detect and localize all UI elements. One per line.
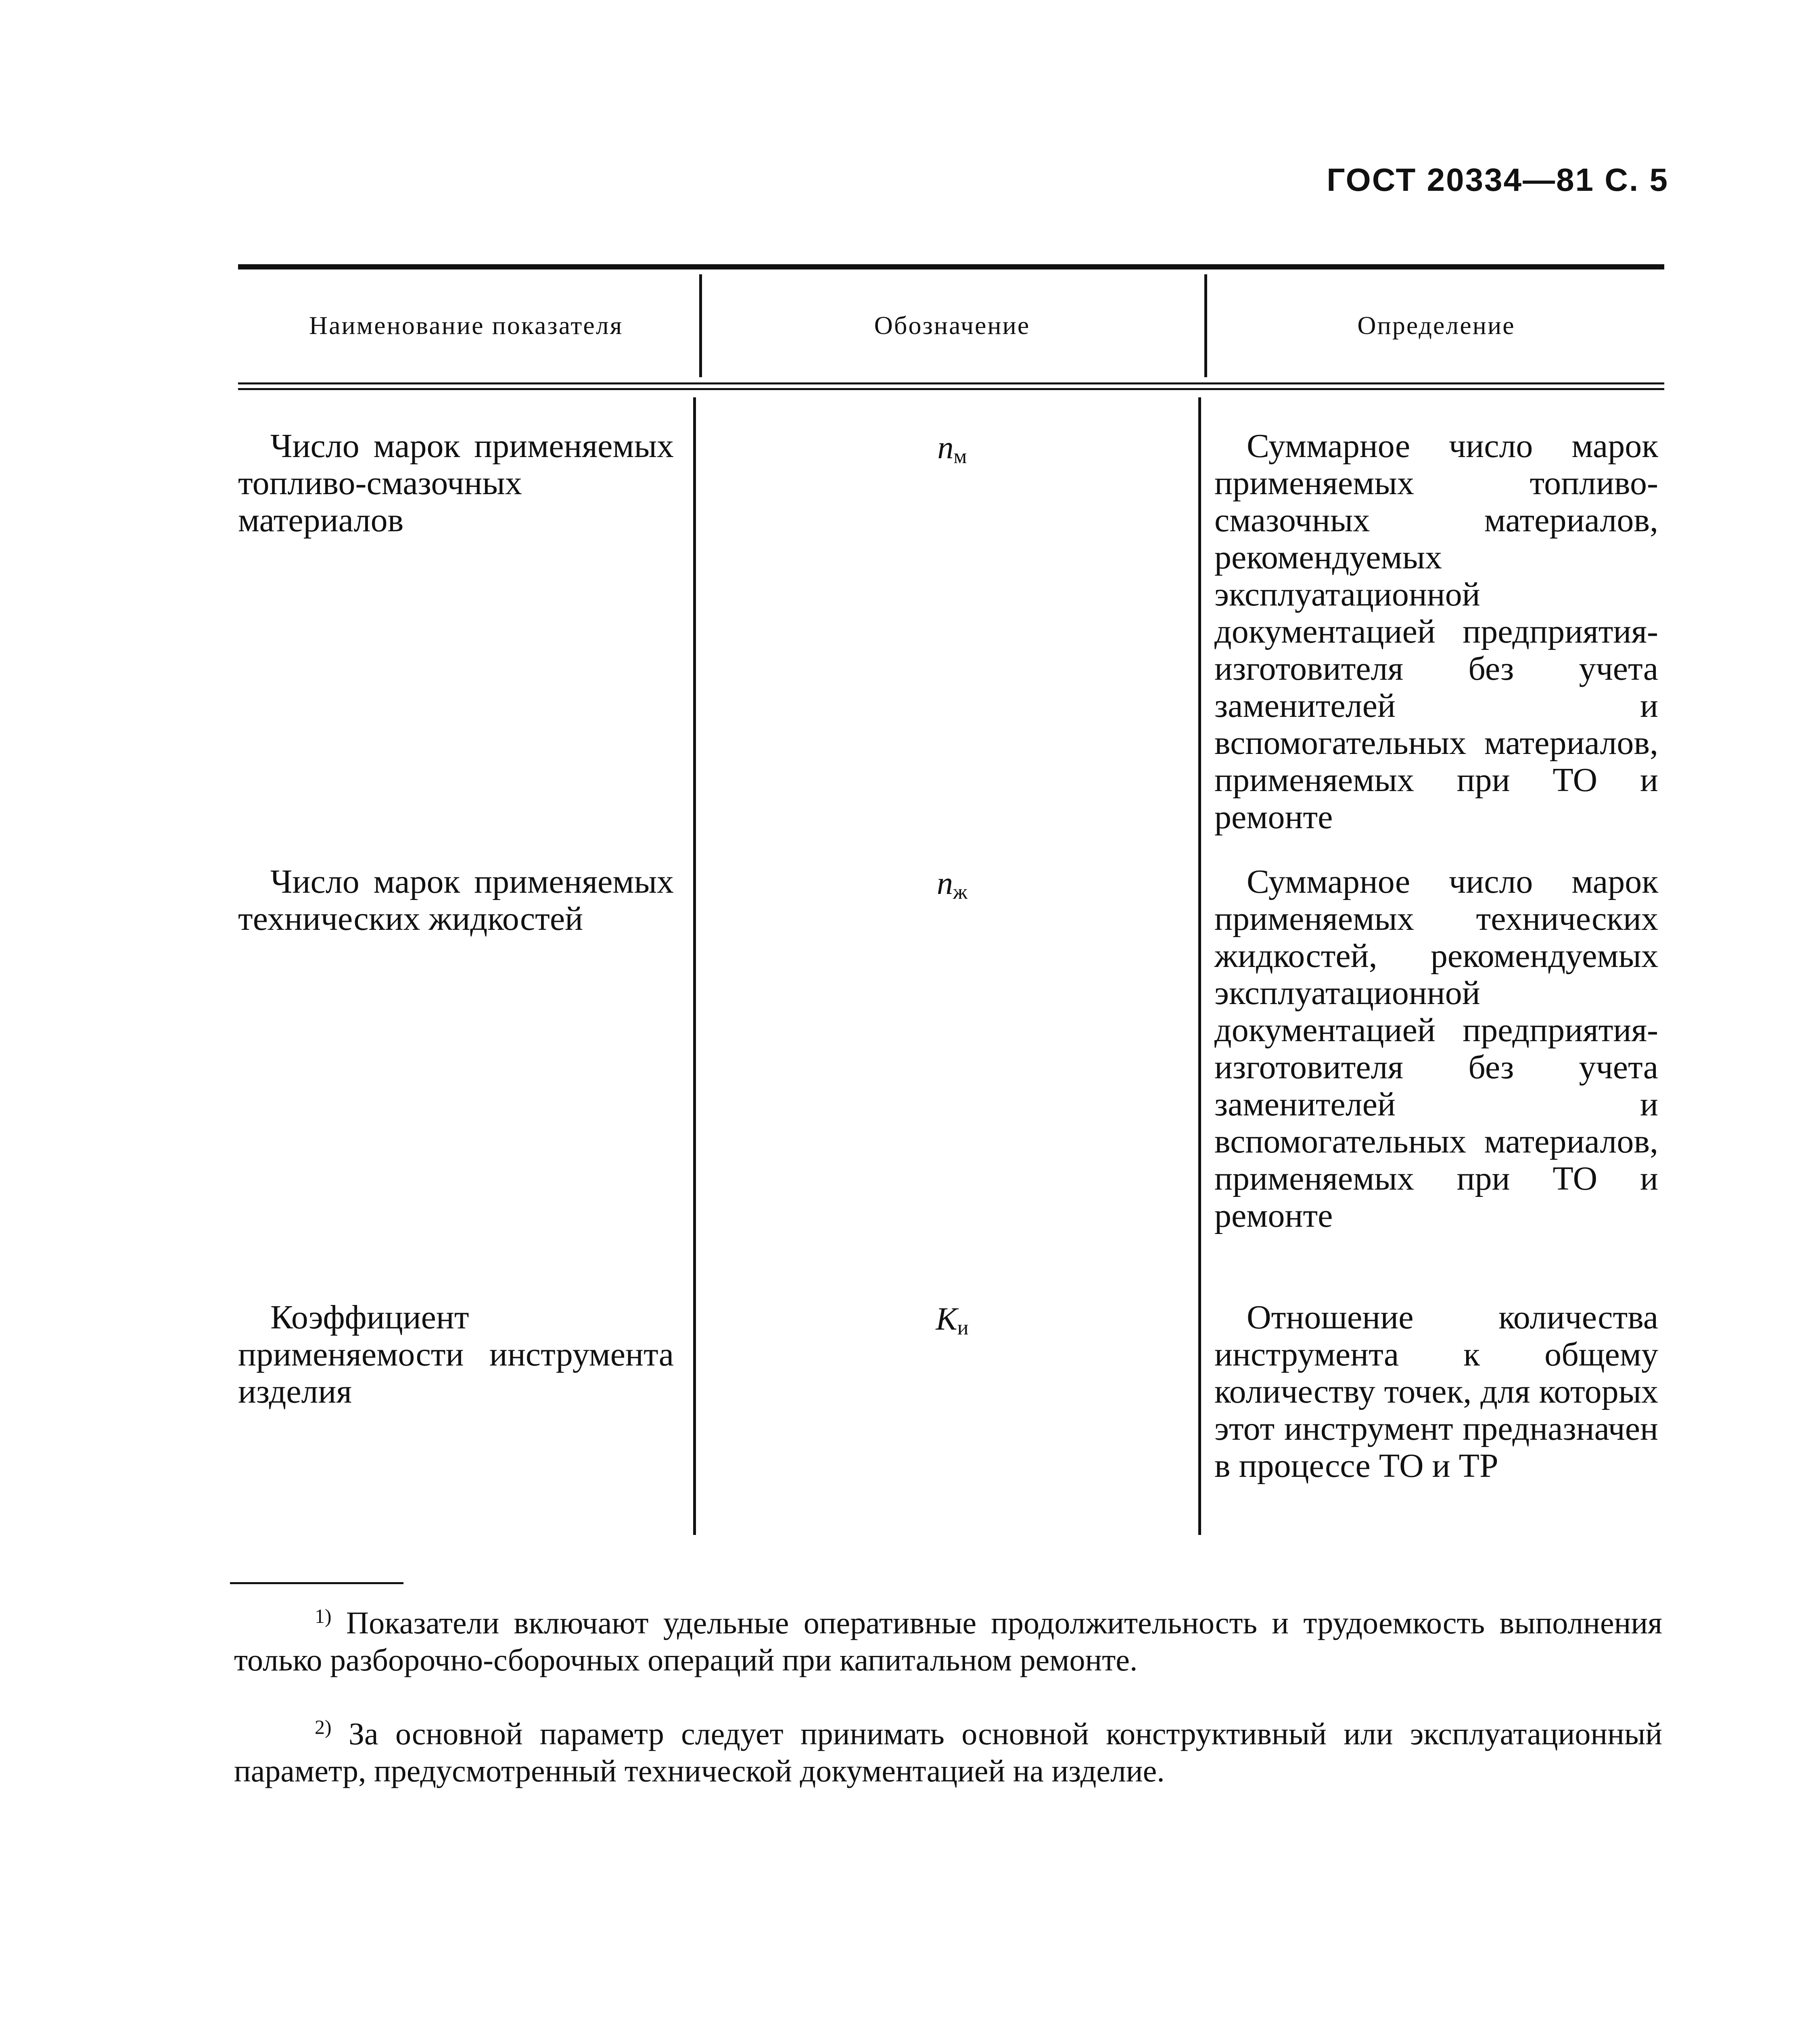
footnote: $^{1)}$ Показатели включают удельные оперативные продолжительность и трудоемкость выполнения только разборочно-сборочных операций при капитальном ремонте.	[234, 1605, 1662, 1677]
table-row-definition: Суммарное число марок применяемых технических жидкостей, рекомендуемых эксплуатационной документацией предприятия-изготовителя без учета заменителей и вспомогательных материалов, применяемых при ТО и ремонте	[1214, 863, 1658, 1234]
column-divider	[693, 397, 696, 1535]
column-header-symbol: Обозначение	[874, 311, 1030, 340]
column-divider	[699, 274, 702, 377]
table-row-definition: Суммарное число марок применяемых топливо-смазочных материалов, рекомендуемых эксплуатационной документацией предприятия-изготовителя без учета заменителей и вспомогательных материалов, применяемых при ТО и ремонте	[1214, 427, 1658, 836]
column-divider	[1204, 274, 1207, 377]
column-divider	[1198, 397, 1201, 1535]
table-row-symbol: $K_и$	[936, 1301, 969, 1339]
table-header-rule	[238, 382, 1664, 384]
table-top-rule	[238, 264, 1664, 269]
table-row-symbol: $n_м$	[937, 430, 967, 468]
table-row-name: Число марок применяемых топливо-смазочных материалов	[238, 427, 674, 539]
table-row-name: Число марок применяемых технических жидкостей	[238, 863, 674, 938]
column-header-name: Наименование показателя	[309, 311, 623, 340]
table-row-name: Коэффициент применяемости инструмента изделия	[238, 1299, 674, 1410]
table-row-symbol: $n_ж$	[937, 866, 967, 904]
page-header: ГОСТ 20334—81 С. 5	[1327, 162, 1669, 198]
table-row-definition: Отношение количества инструмента к общему количеству точек, для которых этот инструмент предназначен в процессе ТО и ТР	[1214, 1299, 1658, 1485]
column-header-definition: Определение	[1357, 311, 1515, 340]
table-header-rule-double	[238, 388, 1664, 390]
footnote: $^{2)}$ За основной параметр следует принимать основной конструктивный или эксплуатационный параметр, предусмотренный технической документацией на изделие.	[234, 1716, 1663, 1788]
footnote-rule	[230, 1582, 403, 1584]
